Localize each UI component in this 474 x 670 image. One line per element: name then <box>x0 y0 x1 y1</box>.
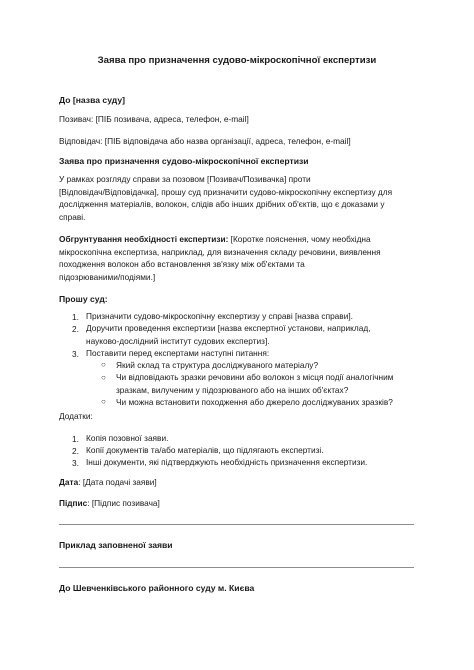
question-text: зразкам, вилученим у підозрюваного або на інших об'єктах? <box>116 384 349 395</box>
plaintiff-label: Позивач: <box>59 114 94 124</box>
justification-line <box>59 233 415 246</box>
defendant-value: [ПІБ відповідача або назва організації, адреса, телефон, e-mail] <box>104 136 351 146</box>
plaintiff-line <box>59 113 249 126</box>
attachment-text: Копії документів та/або матеріалів, що підлягають експертизі. <box>86 445 324 455</box>
intro-line: дослідження матеріалів, волокон, слідів або інших дрібних об'єктів, що є доказами у <box>59 199 385 210</box>
question-text: Чи відповідають зразки речовини або волокон з місця події аналогічним <box>116 372 394 382</box>
attachment-text: Інші документи, які підтверджують необхідність призначення експертизи. <box>86 457 368 467</box>
justification-text: [Коротке пояснення, чому необхідна <box>228 234 371 244</box>
intro-paragraph <box>59 173 415 223</box>
attachment-text: Копія позовної заяви. <box>86 433 169 443</box>
statement-heading: Заява про призначення судово-мікроскопічної експертизи <box>59 156 309 166</box>
intro-line: справі. <box>59 211 86 222</box>
question-text: Чи можна встановити походження або джерело досліджуваних зразків? <box>116 397 393 407</box>
date-line <box>59 476 157 489</box>
request-heading: Прошу суд: <box>59 294 108 304</box>
question-text: Який склад та структура досліджуваного матеріалу? <box>116 360 319 370</box>
justification-label: Обгрунтування необхідності експертизи: <box>59 234 229 244</box>
divider <box>59 524 414 525</box>
attachment-number: 2. <box>72 446 79 456</box>
circle-bullet-icon: ○ <box>101 373 106 382</box>
request-item-number: 1. <box>72 312 79 322</box>
intro-line: [Відповідач/Відповідачка], прошу суд призначити судово-мікроскопічну експертизу для <box>59 186 393 197</box>
intro-line: У рамках розгляду справи за позовом [Позивач/Позивачка] проти <box>59 174 311 184</box>
defendant-label: Відповідач: <box>59 136 103 146</box>
date-value: : [Дата подачі заяви] <box>78 477 157 487</box>
circle-bullet-icon: ○ <box>101 360 106 369</box>
signature-label: Підпис <box>59 498 88 508</box>
example-court-line: До Шевченківського районного суду м. Києва <box>59 583 255 593</box>
attachment-number: 3. <box>72 458 79 468</box>
justification-line: мікроскопічна експертиза, наприклад, для визначення складу речовини, виявлення <box>59 246 381 257</box>
signature-line <box>59 497 160 510</box>
court-line: До [назва суду] <box>59 95 125 105</box>
defendant-line <box>59 135 351 148</box>
request-item-text: Поставити перед експертами наступні питання: <box>86 348 270 358</box>
request-item-text: науково-дослідний інститут судових експертиз]. <box>86 335 270 346</box>
justification-paragraph <box>59 233 415 283</box>
request-item-number: 2. <box>72 324 79 334</box>
document-title: Заява про призначення судово-мікроскопічної експертизи <box>97 55 377 66</box>
attachments-heading: Додатки: <box>59 411 93 421</box>
signature-value: : [Підпис позивача] <box>87 498 160 508</box>
plaintiff-value: [ПІБ позивача, адреса, телефон, e-mail] <box>95 114 249 124</box>
request-item-text: Доручити проведення експертизи [назва експертної установи, наприклад, <box>86 323 371 333</box>
divider <box>59 567 414 568</box>
justification-line: підозрюваними/подіями.] <box>59 271 156 282</box>
circle-bullet-icon: ○ <box>101 397 106 406</box>
example-heading: Приклад заповненої заяви <box>59 540 173 550</box>
date-label: Дата <box>59 477 79 487</box>
attachment-number: 1. <box>72 434 79 444</box>
justification-line: походження волокон або встановлення зв'язку між об'єктами та <box>59 259 305 270</box>
request-item-text: Призначити судово-мікроскопічну експертизу у справі [назва справи]. <box>86 311 353 321</box>
request-item-number: 3. <box>72 349 79 359</box>
